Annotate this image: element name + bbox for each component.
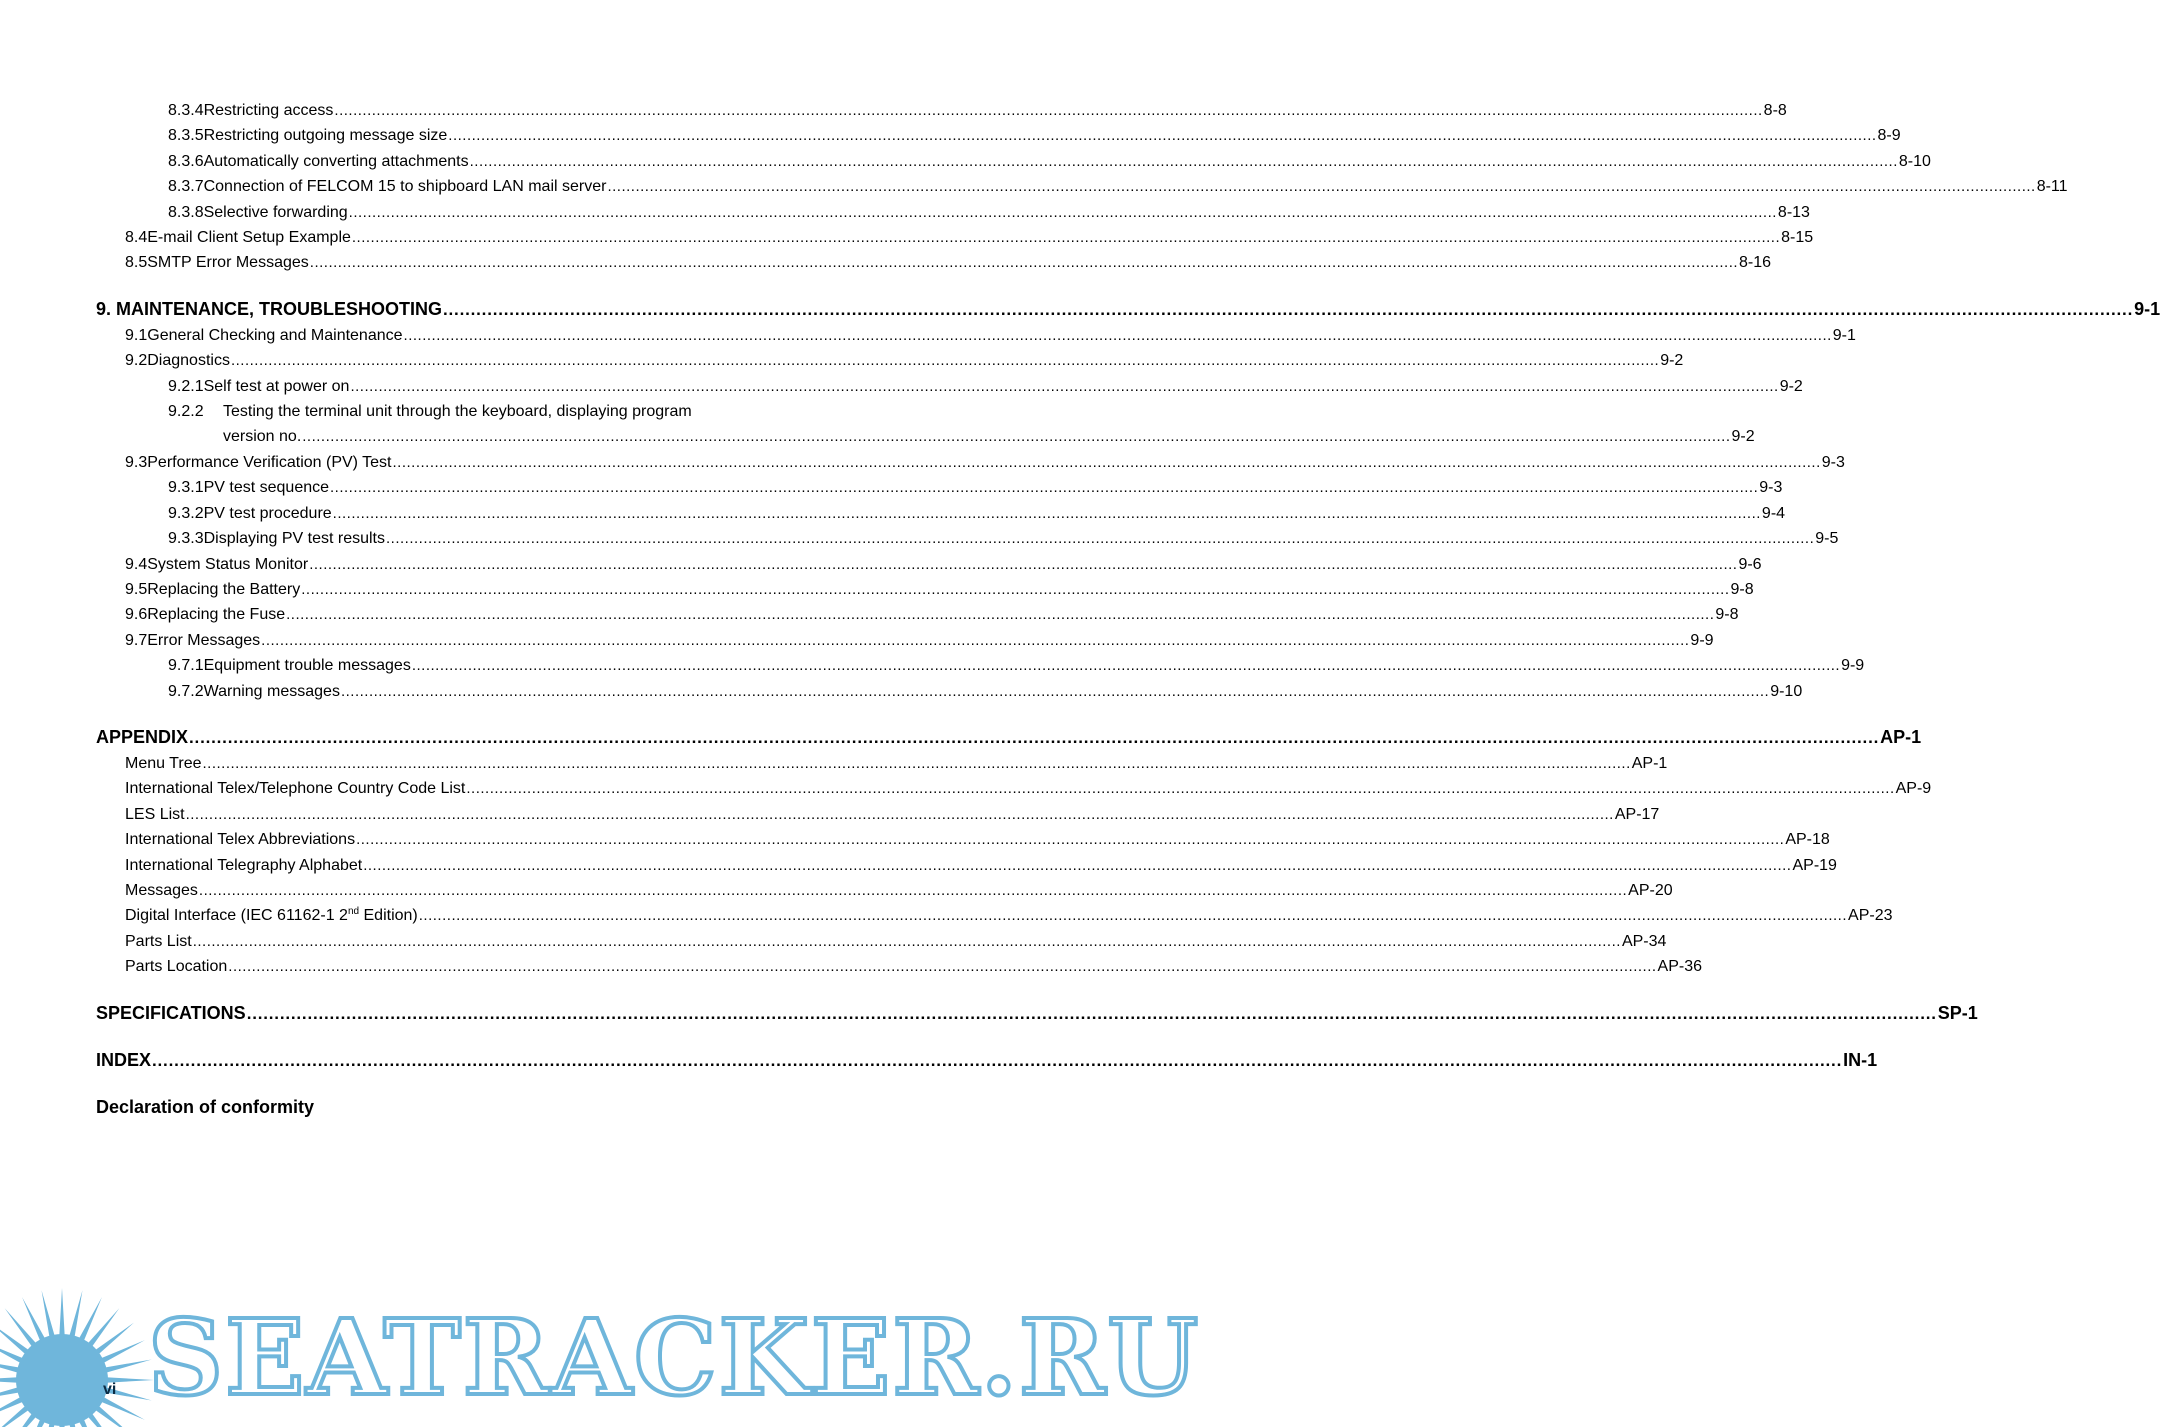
toc-title: International Telegraphy Alphabet: [125, 856, 363, 874]
toc-entry[interactable]: [96, 98, 1787, 123]
toc-title: Testing the terminal unit through the keyboard, displaying program: [223, 403, 692, 421]
toc-entry[interactable]: [96, 679, 1803, 704]
toc-title: Restricting outgoing message size: [203, 127, 448, 145]
toc-number: 9.3.3: [168, 530, 204, 548]
toc-page: 8-16: [1739, 254, 1772, 272]
toc-page: AP-18: [1785, 831, 1830, 849]
table-of-contents: [96, 98, 2160, 1120]
leader-dots: [286, 602, 1714, 627]
toc-number: 8.5: [125, 254, 148, 272]
toc-number: 9.7.2: [168, 682, 204, 700]
toc-title: International Telex Abbreviations: [125, 831, 356, 849]
leader-dots: [412, 653, 1840, 678]
toc-page: AP-23: [1848, 907, 1893, 925]
toc-number: 8.3.4: [168, 102, 204, 119]
toc-number: 8.3.6: [168, 152, 204, 170]
chapter-page: AP-1: [1880, 726, 1922, 747]
toc-entry[interactable]: [96, 123, 1901, 148]
toc-title: [125, 903, 418, 928]
toc-number: 8.4: [125, 229, 148, 247]
toc-page: AP-1: [1631, 754, 1668, 772]
toc-page: 8-11: [2036, 178, 2068, 196]
toc-entry[interactable]: [96, 200, 1810, 225]
toc-title: Selective forwarding: [203, 203, 348, 221]
toc-entry[interactable]: [96, 954, 1702, 979]
toc-title: International Telex/Telephone Country Code List: [125, 780, 466, 798]
toc-title-sup: nd: [347, 906, 360, 918]
leader-dots: [334, 98, 1762, 123]
toc-number: 9.2.2: [168, 403, 204, 421]
leader-dots: [186, 802, 1614, 827]
toc-page: 8-8: [1763, 102, 1787, 119]
toc-page: 9-8: [1730, 580, 1754, 598]
toc-title: Displaying PV test results: [203, 530, 385, 548]
toc-page: 9-2: [1731, 428, 1755, 446]
toc-number: 9.4: [125, 555, 148, 573]
leader-dots: [302, 424, 1730, 449]
toc-entry[interactable]: [96, 250, 1772, 275]
toc-title: Self test at power on: [203, 377, 350, 395]
toc-title: LES List: [125, 805, 185, 823]
toc-title: Connection of FELCOM 15 to shipboard LAN mail server: [203, 178, 607, 196]
toc-entry[interactable]: [96, 653, 1865, 678]
leader-dots: [448, 123, 1876, 148]
toc-entry[interactable]: [96, 450, 1845, 475]
toc-page: AP-36: [1657, 958, 1702, 976]
toc-entry[interactable]: [96, 501, 1786, 526]
chapter-title: APPENDIX: [96, 726, 189, 747]
toc-entry[interactable]: [96, 853, 1837, 878]
toc-page: 8-13: [1777, 203, 1810, 221]
leader-dots: [309, 552, 1737, 577]
chapter-title: 9. MAINTENANCE, TROUBLESHOOTING: [96, 298, 443, 319]
toc-number: 9.7: [125, 631, 148, 649]
toc-page: 9-2: [1660, 352, 1684, 370]
toc-page: 9-9: [1690, 631, 1714, 649]
toc-title: Menu Tree: [125, 754, 202, 772]
toc-entry[interactable]: [96, 602, 1739, 627]
toc-title-continued: version no.: [223, 428, 302, 446]
toc-page: 9-6: [1738, 555, 1762, 573]
leader-dots: [228, 954, 1656, 979]
toc-title: Performance Verification (PV) Test: [147, 453, 392, 471]
sun-icon: [0, 1268, 160, 1427]
toc-number: 9.3.1: [168, 479, 204, 497]
toc-page: AP-20: [1628, 881, 1673, 899]
toc-number: 9.7.1: [168, 657, 204, 675]
toc-page: AP-19: [1792, 856, 1837, 874]
toc-page: 9-9: [1841, 657, 1865, 675]
toc-title-pre: Digital Interface (IEC 61162-1 2: [125, 907, 348, 925]
toc-page: 9-2: [1779, 377, 1803, 395]
toc-title: E-mail Client Setup Example: [147, 229, 351, 247]
toc-entry[interactable]: [96, 526, 1839, 551]
toc-page: 8-9: [1877, 127, 1901, 145]
toc-page: 9-4: [1761, 504, 1786, 522]
leader-dots: [199, 878, 1627, 903]
leader-dots: [443, 297, 2133, 323]
page-number: vi: [103, 1381, 117, 1398]
leader-dots: [363, 853, 1791, 878]
leader-dots: [350, 374, 1778, 399]
toc-entry[interactable]: [96, 827, 1830, 852]
toc-entry[interactable]: [96, 225, 1814, 250]
toc-entry[interactable]: [96, 903, 1893, 928]
toc-entry[interactable]: [96, 374, 1803, 399]
toc-entry[interactable]: [96, 577, 1754, 602]
leader-dots: [341, 679, 1769, 704]
leader-dots: [189, 725, 1879, 751]
toc-number: 9.2.1: [168, 377, 204, 395]
toc-entry[interactable]: [96, 802, 1660, 827]
toc-title: Diagnostics: [147, 352, 230, 370]
leader-dots: [202, 751, 1630, 776]
leader-dots: [349, 200, 1777, 225]
leader-dots: [310, 250, 1738, 275]
toc-number: 8.3.5: [168, 127, 204, 145]
chapter-page: IN-1: [1843, 1049, 1878, 1070]
toc-number: 8.3.7: [168, 178, 204, 196]
toc-declaration[interactable]: Declaration of conformity: [96, 1096, 315, 1117]
toc-title: Parts List: [125, 932, 192, 950]
leader-dots: [393, 450, 1821, 475]
toc-page: 9-3: [1821, 453, 1845, 471]
toc-page: 9-5: [1815, 530, 1839, 548]
leader-dots: [386, 526, 1814, 551]
leader-dots: [404, 323, 1832, 348]
toc-entry[interactable]: [96, 323, 1856, 348]
chapter-title: SPECIFICATIONS: [96, 1002, 246, 1023]
chapter-page: SP-1: [1937, 1002, 1978, 1023]
toc-appendix[interactable]: [96, 724, 1922, 751]
leader-dots: [333, 501, 1761, 526]
leader-dots: [330, 475, 1758, 500]
toc-index[interactable]: [96, 1047, 1878, 1074]
toc-title: Error Messages: [147, 631, 261, 649]
toc-title: Warning messages: [203, 682, 340, 700]
toc-page: 9-3: [1759, 479, 1783, 497]
toc-page: AP-9: [1895, 780, 1932, 798]
toc-entry[interactable]: [96, 628, 1714, 653]
toc-title-post: Edition): [359, 907, 418, 925]
leader-dots: [152, 1048, 1842, 1074]
toc-entry[interactable]: [96, 751, 1668, 776]
leader-dots: [419, 903, 1847, 928]
chapter-page: 9-1: [2134, 298, 2160, 319]
toc-page: 9-10: [1770, 682, 1803, 700]
leader-dots: [466, 776, 1894, 801]
toc-entry[interactable]: [96, 552, 1762, 577]
toc-entry[interactable]: [96, 475, 1783, 500]
toc-entry[interactable]: [96, 348, 1684, 373]
toc-page: 8-15: [1781, 229, 1814, 247]
toc-entry-continued[interactable]: [96, 424, 1755, 449]
toc-number: 9.3: [125, 453, 148, 471]
toc-entry[interactable]: [96, 149, 1931, 174]
leader-dots: [356, 827, 1784, 852]
toc-title: PV test procedure: [203, 504, 332, 522]
toc-title: Restricting access: [203, 102, 334, 119]
leader-dots: [470, 149, 1898, 174]
toc-page: AP-17: [1614, 805, 1660, 823]
leader-dots: [352, 225, 1780, 250]
toc-title: PV test sequence: [203, 479, 330, 497]
leader-dots: [301, 577, 1729, 602]
toc-number: 9.5: [125, 580, 148, 598]
toc-page: 9-1: [1832, 326, 1856, 344]
watermark-text: SEATRACKER.RU: [148, 1296, 1201, 1419]
toc-entry[interactable]: [96, 929, 1667, 954]
toc-page: 8-10: [1898, 152, 1931, 170]
toc-entry[interactable]: [96, 776, 1932, 801]
toc-number: 9.2: [125, 352, 148, 370]
toc-number: 9.1: [125, 326, 148, 344]
toc-page: AP-34: [1621, 932, 1667, 950]
toc-title: System Status Monitor: [147, 555, 309, 573]
toc-title: General Checking and Maintenance: [147, 326, 403, 344]
toc-page: 9-8: [1715, 606, 1739, 624]
leader-dots: [247, 1001, 1937, 1027]
toc-title: Automatically converting attachments: [203, 152, 469, 170]
toc-entry[interactable]: [96, 399, 886, 424]
leader-dots: [193, 929, 1621, 954]
leader-dots: [231, 348, 1659, 373]
toc-entry[interactable]: [96, 878, 1673, 903]
toc-title: SMTP Error Messages: [147, 254, 309, 272]
chapter-title: INDEX: [96, 1049, 152, 1070]
toc-title: Equipment trouble messages: [203, 657, 411, 675]
toc-title: Messages: [125, 881, 198, 899]
toc-specifications[interactable]: [96, 1000, 1978, 1027]
toc-number: 9.6: [125, 606, 148, 624]
toc-title: Replacing the Battery: [147, 580, 301, 598]
toc-number: 8.3.8: [168, 203, 204, 221]
toc-chapter-9[interactable]: [96, 296, 2160, 323]
toc-title: Parts Location: [125, 958, 228, 976]
toc-title: Replacing the Fuse: [147, 606, 286, 624]
leader-dots: [261, 628, 1689, 653]
leader-dots: [607, 174, 2035, 199]
toc-entry[interactable]: [96, 174, 2068, 199]
toc-number: 9.3.2: [168, 504, 204, 522]
